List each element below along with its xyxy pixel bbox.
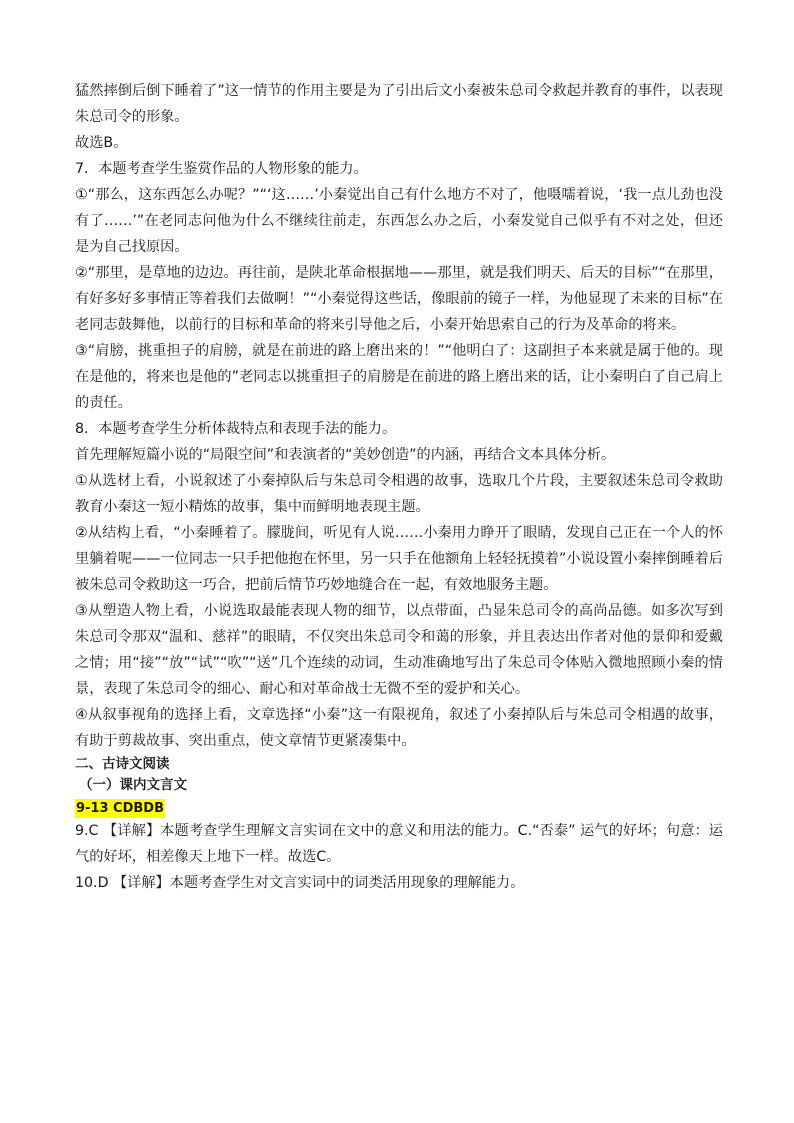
answer-10: 10.D 【详解】本题考查学生对文言实词中的词类活用现象的理解能力。 — [75, 875, 525, 891]
answer-key-row — [75, 796, 723, 818]
question-8-point-4: ④从叙事视角的选择上看，文章选择“小秦”这一有限视角，叙述了小秦掉队后与朱总司令相遇的故事，有助于剪裁故事、突出重点，使文章情节更紧凑集中。 — [75, 707, 723, 749]
question-7-point-3: ③“肩膀，挑重担子的肩膀，就是在前进的路上磨出来的！”“他明白了：这副担子本来就是属于他的。现在是他的，将来也是他的”老同志以挑重担子的肩膀是在前进的路上磨出来的话，让小秦明白了自己肩上的责任。 — [75, 343, 723, 411]
document-body — [75, 78, 723, 896]
question-7-intro: 7．本题考查学生鉴赏作品的人物形象的能力。 — [75, 161, 368, 177]
paragraph-continuation: 猛然摔倒后倒下睡着了”这一情节的作用主要是为了引出后文小秦被朱总司令救起并教育的事件，以表现朱总司令的形象。 — [75, 83, 723, 125]
section-heading: 二、古诗文阅读 — [75, 756, 170, 772]
subsection-heading: （一）课内文言文 — [79, 777, 187, 793]
question-7-point-2: ②“那里，是草地的边边。再往前，是陕北革命根据地——那里，就是我们明天、后天的目标”“在那里，有好多好多事情正等着我们去做啊！”“小秦觉得这些话，像眼前的镜子一样，为他显现了未来的目标”在老同志鼓舞他，以前行的目标和革命的将来引导他之后，小秦开始思索自己的行为及革命的将来。 — [75, 265, 723, 333]
answer-key-highlight: 9-13 CDBDB — [76, 801, 164, 816]
question-8-point-3: ③从塑造人物上看，小说选取最能表现人物的细节，以点带面，凸显朱总司令的高尚品德。如多次写到朱总司令那双“温和、慈祥”的眼睛，不仅突出朱总司令和蔼的形象，并且表达出作者对他的景仰和爱戴之情；用“接”“放”“试”“吹”“送”几个连续的动词，生动准确地写出了朱总司令体贴入微地照顾小秦的情景，表现了朱总司令的细心、耐心和对革命战士无微不至的爱护和关心。 — [75, 603, 723, 697]
question-8-point-2: ②从结构上看，“小秦睡着了。朦胧间，听见有人说……小秦用力睁开了眼睛，发现自己正在一个人的怀里躺着呢——一位同志一只手把他抱在怀里，另一只手在他额角上轻轻抚摸着”小说设置小秦摔倒睡着后被朱总司令救助这一巧合，把前后情节巧妙地缝合在一起，有效地服务主题。 — [75, 525, 723, 593]
question-7-point-1: ①“那么，这东西怎么办呢？”“‘这……’小秦觉出自己有什么地方不对了，他嗫嚅着说，‘我一点儿劲也没有了……’”在老同志问他为什么不继续往前走，东西怎么办之后，小秦发觉自己似乎有不对之处，但还是为自己找原因。 — [75, 187, 723, 255]
question-8-intro: 8．本题考查学生分析体裁特点和表现手法的能力。 — [75, 421, 397, 437]
paragraph-choice-b: 故选B。 — [75, 135, 128, 151]
question-8-point-1: ①从选材上看，小说叙述了小秦掉队后与朱总司令相遇的故事，选取几个片段，主要叙述朱总司令救助教育小秦这一短小精炼的故事，集中而鲜明地表现主题。 — [75, 473, 723, 515]
answer-9: 9.C 【详解】本题考查学生理解文言实词在文中的意义和用法的能力。C.“否泰” 运气的好坏；句意：运气的好坏，相差像天上地下一样。故选C。 — [75, 823, 723, 865]
question-8-method: 首先理解短篇小说的“局限空间”和表演者的“美妙创造”的内涵，再结合文本具体分析。 — [75, 447, 616, 463]
